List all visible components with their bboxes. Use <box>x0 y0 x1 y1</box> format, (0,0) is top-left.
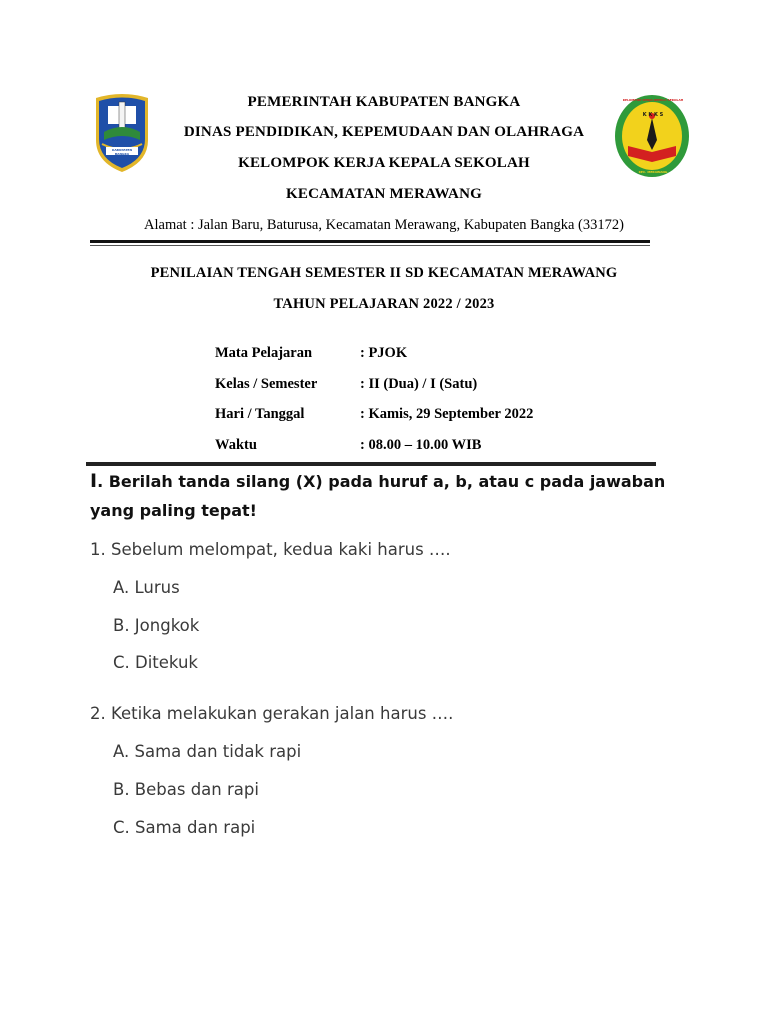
left-logo-text: KABUPATEN BANGKA <box>112 148 132 156</box>
exam-title: PENILAIAN TENGAH SEMESTER II SD KECAMATAN MERAWANG <box>150 265 618 281</box>
instruction-line-2: yang paling tepat! <box>90 501 257 520</box>
meta-value-date: : Kamis, 29 September 2022 <box>360 406 534 422</box>
meta-value-class: : II (Dua) / I (Satu) <box>360 376 478 392</box>
question-1-option-c: C. Ditekuk <box>113 653 198 672</box>
question-1-option-a: A. Lurus <box>113 578 180 597</box>
right-logo-text: K K K S <box>642 112 664 118</box>
meta-value-subject: : PJOK <box>360 345 408 361</box>
header-government: PEMERINTAH KABUPATEN BANGKA <box>247 94 521 110</box>
header-working-group: KELOMPOK KERJA KEPALA SEKOLAH <box>238 155 530 171</box>
right-logo-bottom-text: KEC. MERAWANG <box>638 170 668 174</box>
header-district: KECAMATAN MERAWANG <box>286 186 482 202</box>
meta-label-subject: Mata Pelajaran <box>215 345 313 361</box>
section-number: I <box>90 470 98 492</box>
meta-label-class: Kelas / Semester <box>215 376 318 392</box>
question-2-option-a: A. Sama dan tidak rapi <box>113 742 302 761</box>
question-2: 2. Ketika melakukan gerakan jalan harus …. <box>90 704 454 723</box>
question-2-option-b: B. Bebas dan rapi <box>113 780 259 799</box>
instruction-line-1: . Berilah tanda silang (X) pada huruf a, b, atau c pada jawaban <box>97 472 666 491</box>
right-logo-ring-text: KELOMPOK KERJA KEPALA SEKOLAH <box>622 98 684 102</box>
meta-value-time: : 08.00 – 10.00 WIB <box>360 437 482 453</box>
question-1-option-b: B. Jongkok <box>113 616 200 635</box>
section-instruction <box>90 467 690 525</box>
letterhead-divider-thin <box>90 245 650 246</box>
section-divider <box>86 462 656 466</box>
question-1: 1. Sebelum melompat, kedua kaki harus …. <box>90 540 451 559</box>
question-2-option-c: C. Sama dan rapi <box>113 818 256 837</box>
header-department: DINAS PENDIDIKAN, KEPEMUDAAN DAN OLAHRAGA <box>183 124 585 140</box>
meta-label-date: Hari / Tanggal <box>215 406 305 422</box>
letterhead-divider <box>90 240 650 243</box>
meta-label-time: Waktu <box>215 437 257 453</box>
exam-year: TAHUN PELAJARAN 2022 / 2023 <box>273 296 495 312</box>
header-address: Alamat : Jalan Baru, Baturusa, Kecamatan Merawang, Kabupaten Bangka (33172) <box>144 217 624 233</box>
